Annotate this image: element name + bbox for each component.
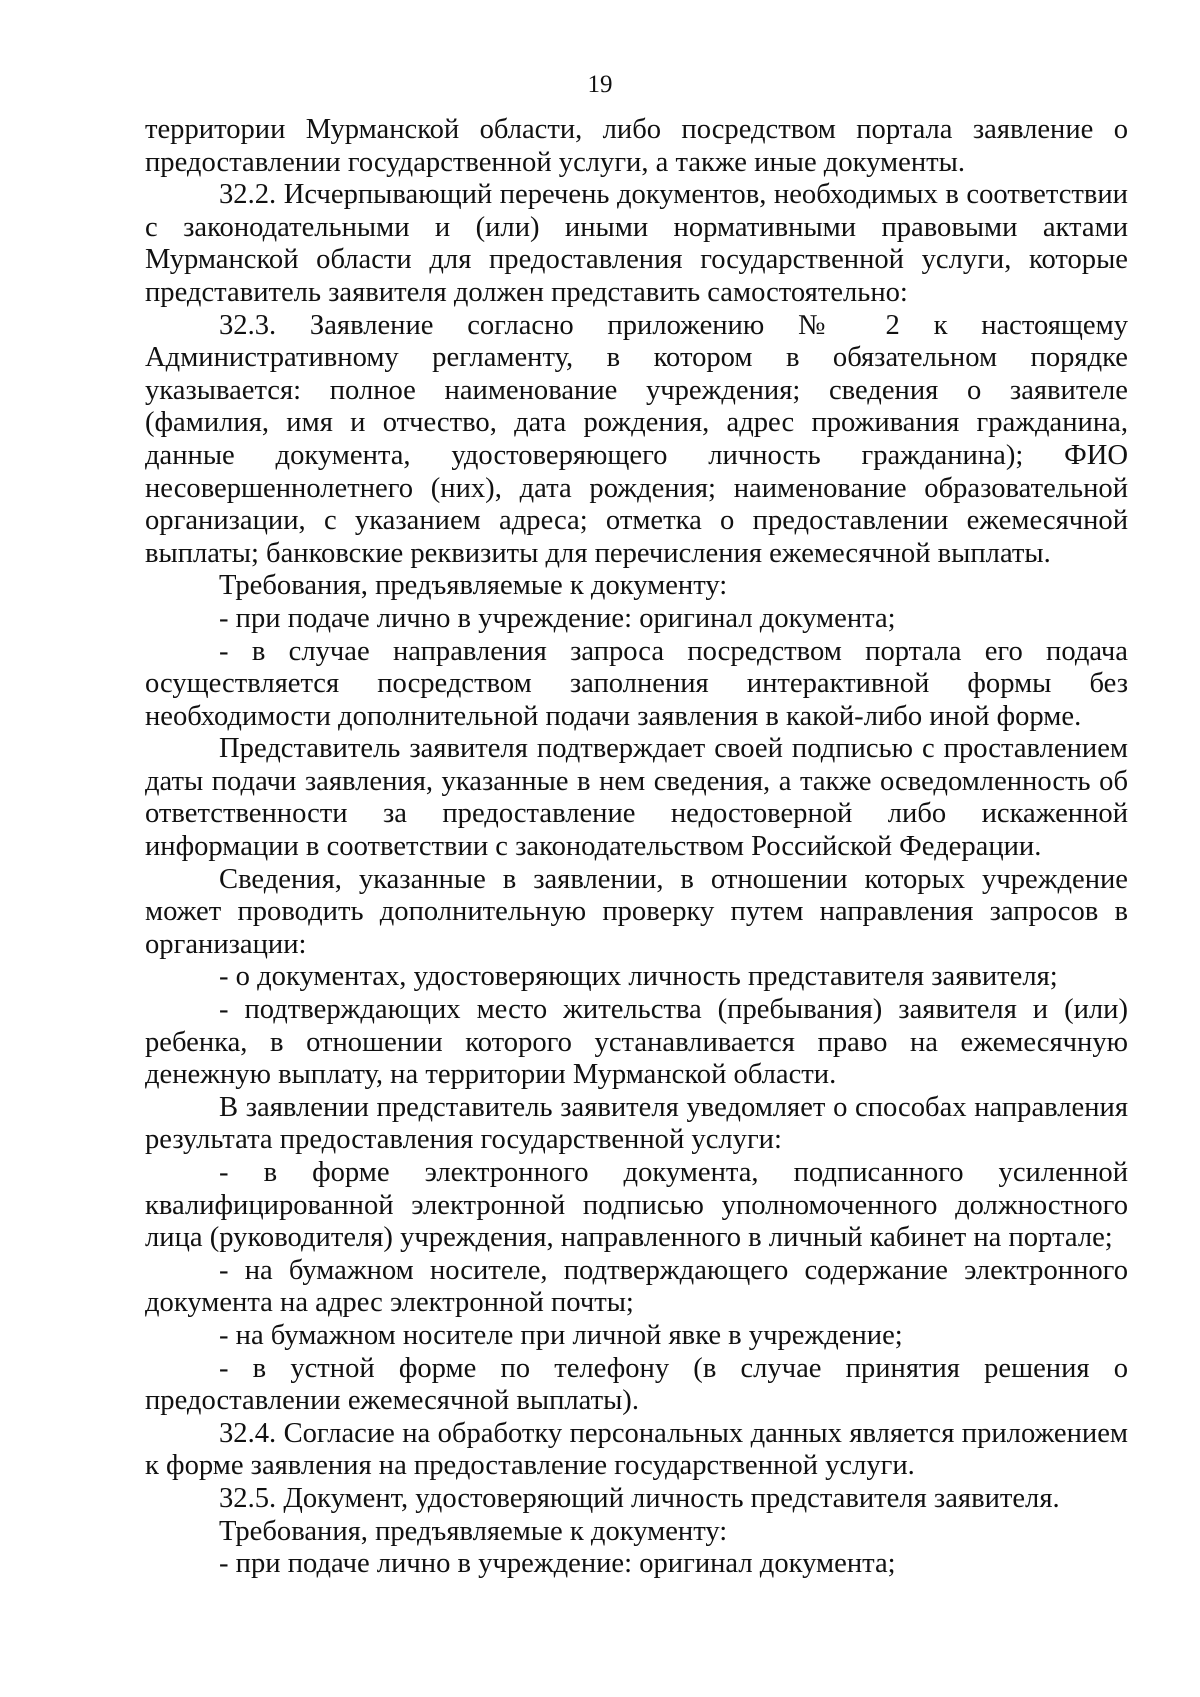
list-item-phone: - в устной форме по телефону (в случае принятия решения о предоставлении ежемесячной выплаты).	[145, 1352, 1128, 1417]
document-body	[145, 114, 1128, 1581]
paragraph-requirements-heading-2: Требования, предъявляемые к документу:	[219, 1515, 728, 1547]
list-item-portal: - в случае направления запроса посредством портала его подача осуществляется посредством заполнения интерактивной формы без необходимости дополнительной подачи заявления в какой-либо иной форме.	[145, 635, 1128, 732]
paragraph-requirements-heading: Требования, предъявляемые к документу:	[219, 570, 728, 602]
paragraph-32-2: 32.2. Исчерпывающий перечень документов, необходимых в соответствии с законодательными и (или) иными нормативными правовыми актами Мурманской области для предоставления государственной услуги, которые представитель заявителя должен представить самостоятельно:	[145, 179, 1128, 308]
page-number: 19	[587, 71, 613, 98]
paragraph-signature: Представитель заявителя подтверждает своей подписью с проставлением даты подачи заявления, указанные в нем сведения, а также осведомленность об ответственности за предоставление недостоверной либо искаженной информации в соответствии с законодательством Российской Федерации.	[145, 733, 1128, 863]
list-item-paper-personal: - на бумажном носителе при личной явке в учреждение;	[219, 1319, 903, 1351]
list-item-identity-docs: - о документах, удостоверяющих личность представителя заявителя;	[219, 961, 1058, 993]
list-item-electronic: - в форме электронного документа, подписанного усиленной квалифицированной электронной подписью уполномоченного должностного лица (руководителя) учреждения, направленного в личный кабинет на портале;	[145, 1157, 1128, 1254]
list-item-paper-email: - на бумажном носителе, подтверждающего содержание электронного документа на адрес электронной почты;	[145, 1254, 1128, 1319]
paragraph-32-4: 32.4. Согласие на обработку персональных данных является приложением к форме заявления на предоставление государственной услуги.	[145, 1417, 1128, 1482]
paragraph-32-3: 32.3. Заявление согласно приложению № 2 к настоящему Административному регламенту, в котором в обязательном порядке указывается: полное наименование учреждения; сведения о заявителе (фамилия, имя и отчество, дата рождения, адрес проживания гражданина, данные документа, удостоверяющего личность гражданина); ФИО несовершеннолетнего (них), дата рождения; наименование образовательной организации, с указанием адреса; отметка о предоставлении ежемесячной выплаты; банковские реквизиты для перечисления ежемесячной выплаты.	[145, 309, 1128, 569]
paragraph-32-5: 32.5. Документ, удостоверяющий личность представителя заявителя.	[219, 1482, 1060, 1514]
list-item-in-person-2: - при подаче лично в учреждение: оригинал документа;	[219, 1548, 896, 1580]
list-item-residence: - подтверждающих место жительства (пребывания) заявителя и (или) ребенка, в отношении которого устанавливается право на ежемесячную денежную выплату, на территории Мурманской области.	[145, 994, 1128, 1091]
paragraph-continuation: территории Мурманской области, либо посредством портала заявление о предоставлении государственной услуги, а также иные документы.	[145, 114, 1128, 178]
paragraph-result-methods: В заявлении представитель заявителя уведомляет о способах направления результата предоставления государственной услуги:	[145, 1091, 1128, 1156]
list-item-in-person: - при подаче лично в учреждение: оригинал документа;	[219, 602, 896, 634]
paragraph-verification: Сведения, указанные в заявлении, в отношении которых учреждение может проводить дополнительную проверку путем направления запросов в организации:	[145, 863, 1128, 960]
